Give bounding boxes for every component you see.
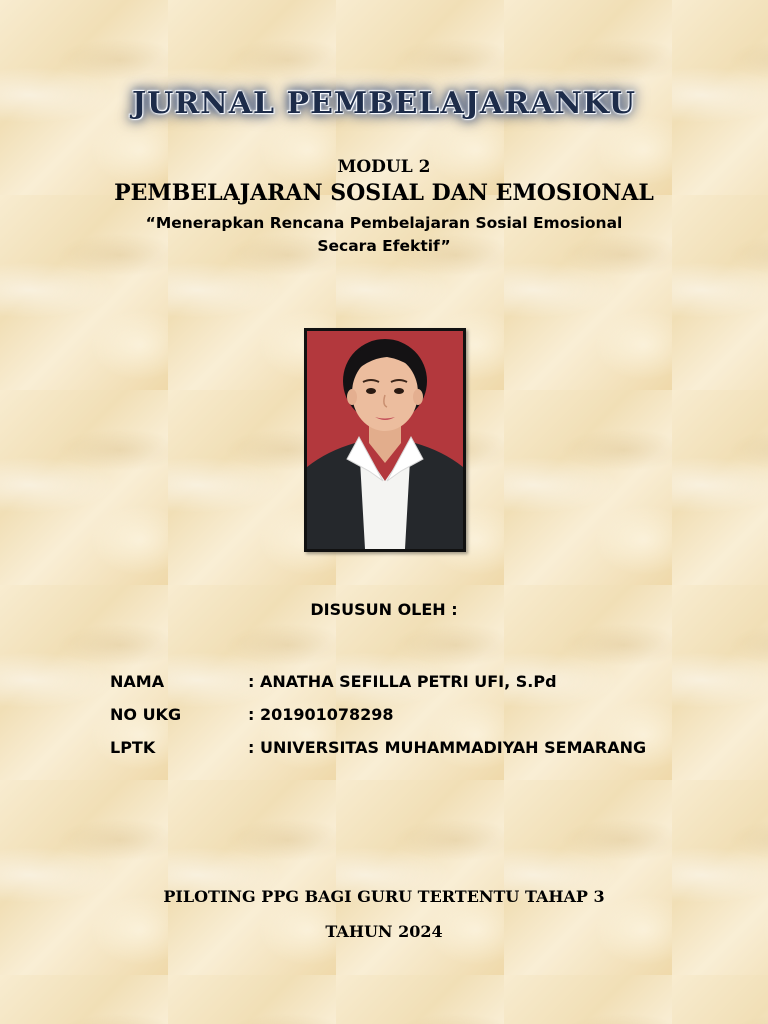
portrait-illustration [307, 331, 463, 549]
author-info-table [110, 665, 646, 764]
subtitle-line-2: Secara Efektif” [317, 237, 451, 255]
journal-title-banner: JURNAL PEMBELAJARANKU [131, 86, 637, 121]
info-row-name [110, 665, 646, 698]
module-subject: PEMBELAJARAN SOSIAL DAN EMOSIONAL [114, 180, 654, 206]
author-photo [304, 328, 466, 552]
program-title: PILOTING PPG BAGI GURU TERTENTU TAHAP 3 [163, 887, 605, 906]
lptk-value: : UNIVERSITAS MUHAMMADIYAH SEMARANG [248, 738, 647, 757]
subtitle-line-1: “Menerapkan Rencana Pembelajaran Sosial Emosional [145, 214, 623, 232]
name-label: NAMA [110, 672, 165, 691]
compiled-by-label: DISUSUN OLEH : [310, 600, 458, 619]
module-subtitle [0, 212, 768, 258]
ukg-value: : 201901078298 [248, 705, 394, 724]
module-number: MODUL 2 [337, 157, 431, 177]
lptk-label: LPTK [110, 738, 156, 757]
info-row-ukg [110, 698, 646, 731]
ukg-label: NO UKG [110, 705, 182, 724]
program-year: TAHUN 2024 [325, 922, 443, 941]
name-value: : ANATHA SEFILLA PETRI UFI, S.Pd [248, 672, 557, 691]
info-row-lptk [110, 731, 646, 764]
